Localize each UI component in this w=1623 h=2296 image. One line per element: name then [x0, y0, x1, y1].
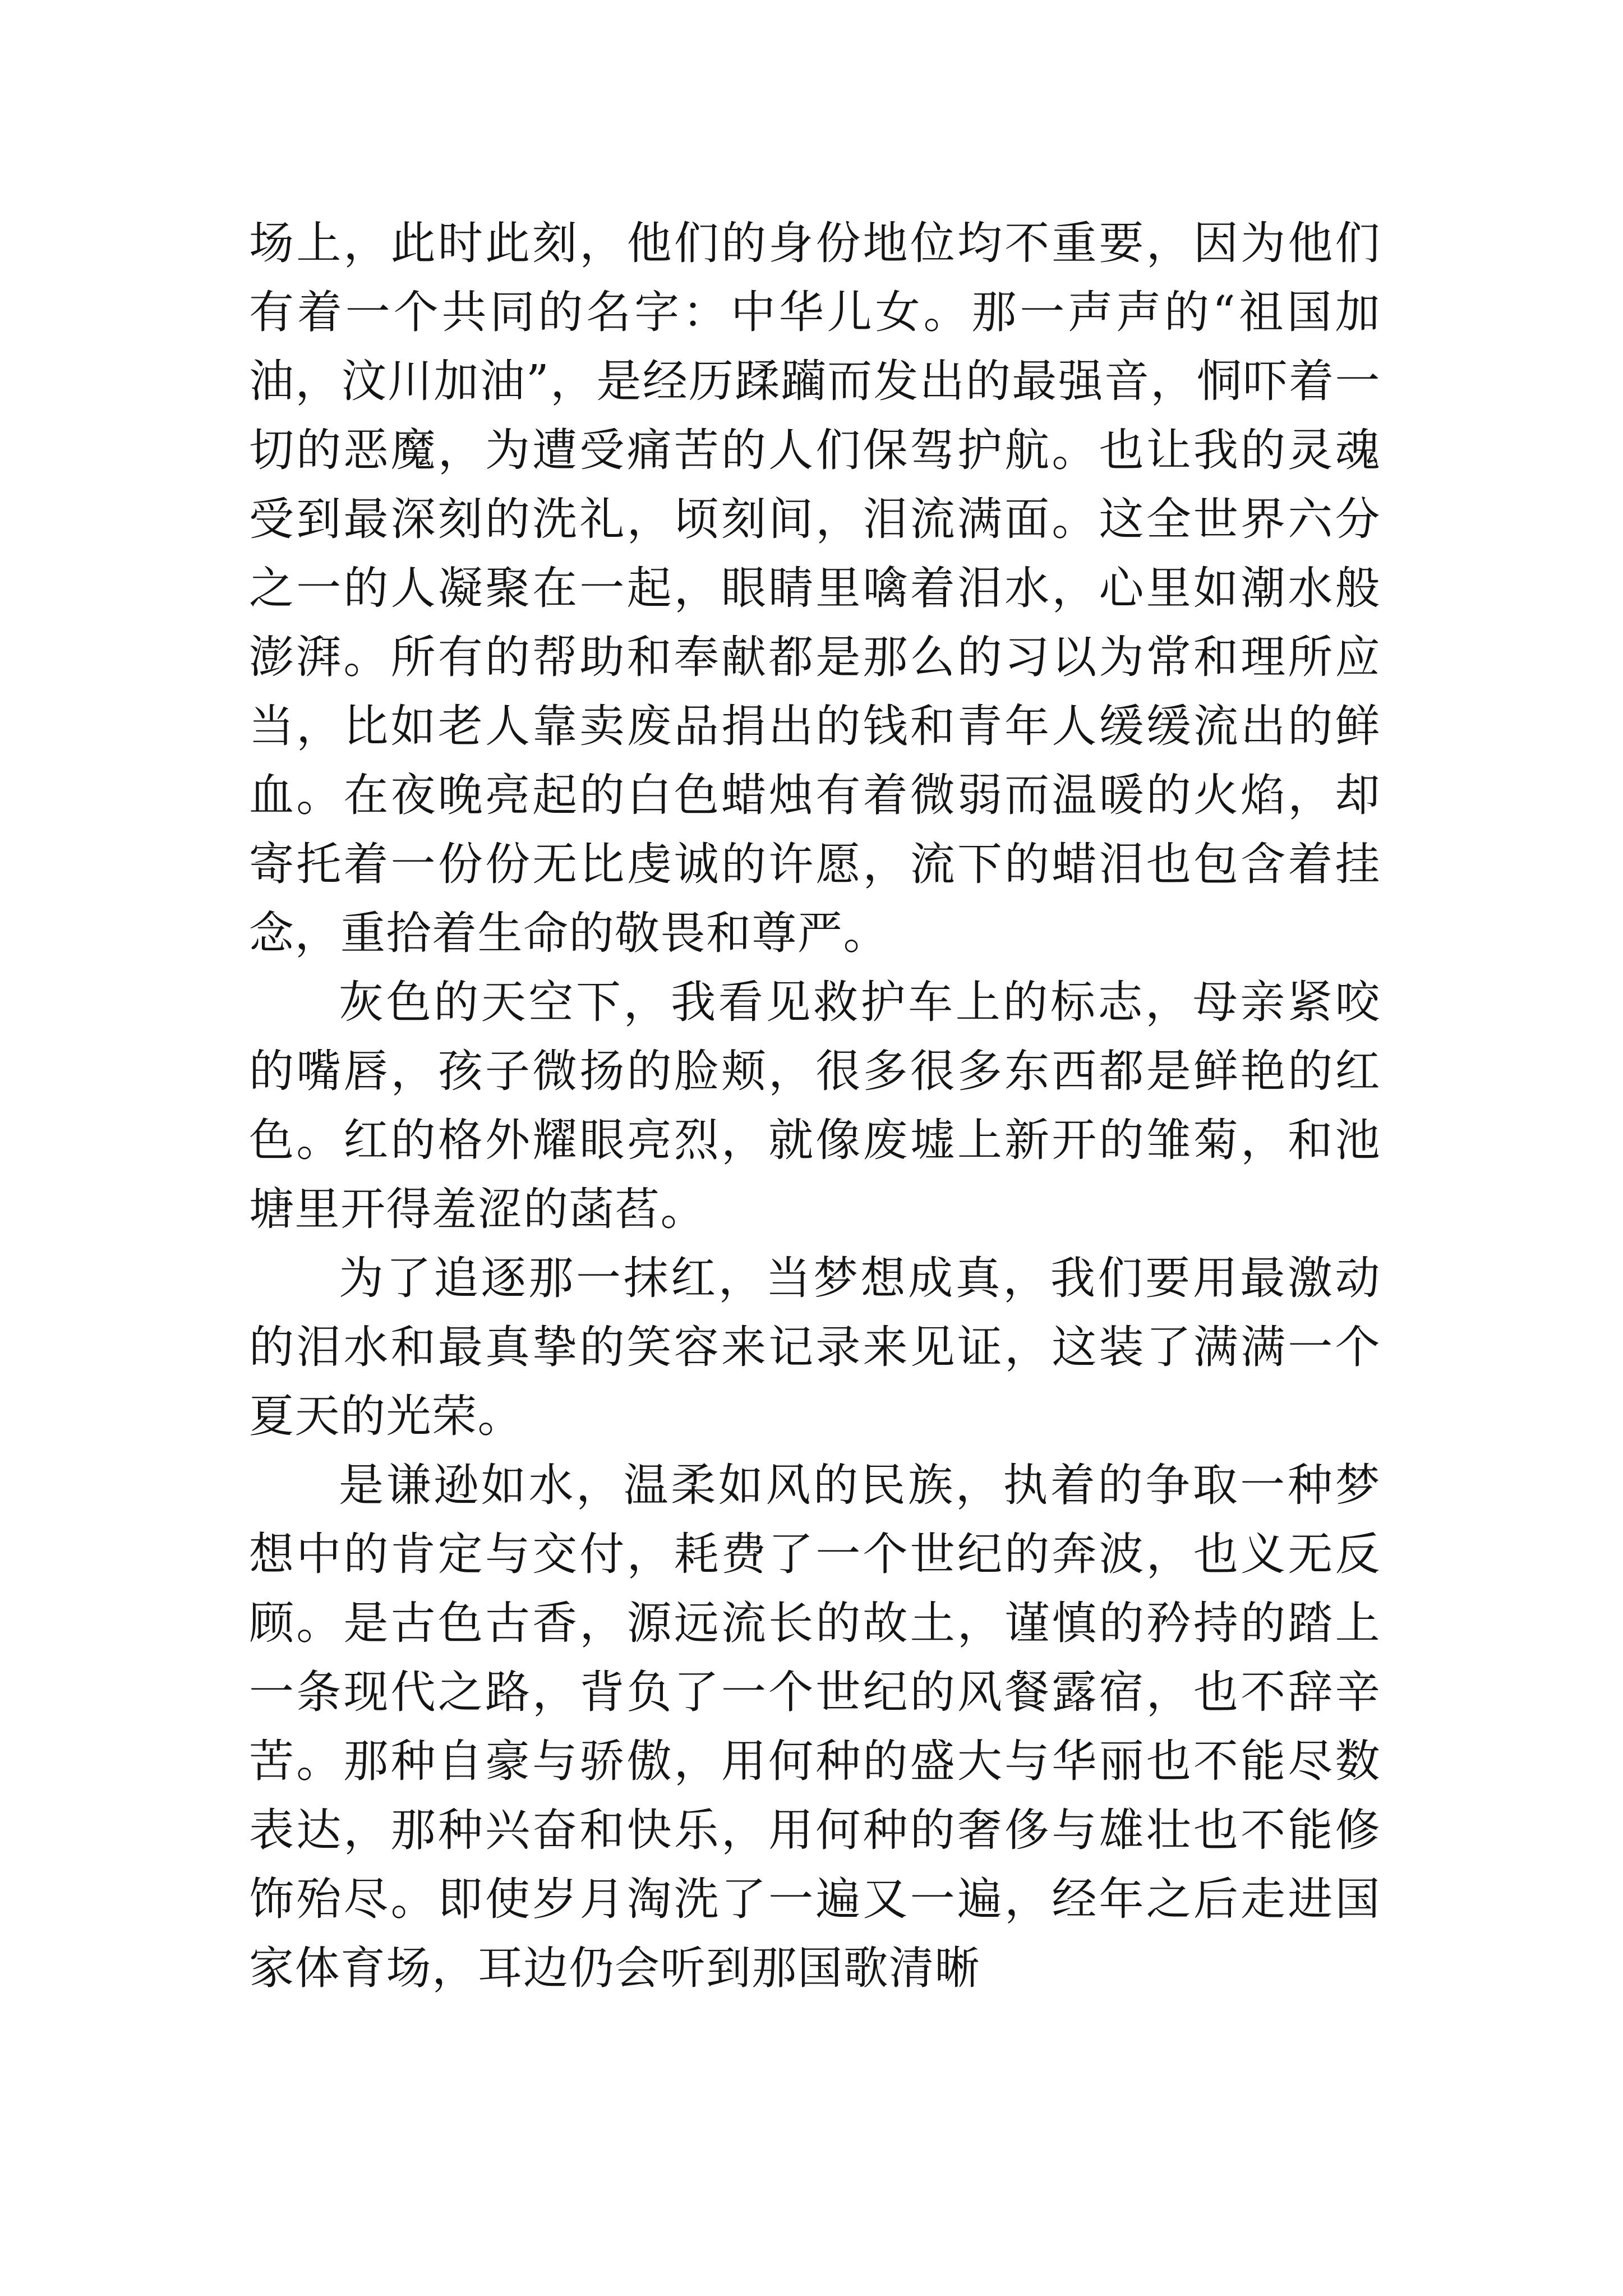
paragraph: 灰色的天空下，我看见救护车上的标志，母亲紧咬的嘴唇，孩子微扬的脸颊，很多很多东西都是鲜艳的红色。红的格外耀眼亮烈，就像废墟上新开的雏菊，和池塘里开得羞涩的菡萏。: [249, 976, 1381, 1235]
paragraph: 为了追逐那一抹红，当梦想成真，我们要用最激动的泪水和最真挚的笑容来记录来见证，这装了满满一个夏天的光荣。: [249, 1252, 1381, 1442]
paragraph-continued: 场上，此时此刻，他们的身份地位均不重要，因为他们有着一个共同的名字：中华儿女。那一声声的“祖国加油，汶川加油”，是经历蹂躏而发出的最强音，恫吓着一切的恶魔，为遭受痛苦的人们保驾护航。也让我的灵魂受到最深刻的洗礼，顷刻间，泪流满面。这全世界六分之一的人凝聚在一起，眼睛里噙着泪水，心里如潮水般澎湃。所有的帮助和奉献都是那么的习以为常和理所应当，比如老人靠卖废品捐出的钱和青年人缓缓流出的鲜血。在夜晚亮起的白色蜡烛有着微弱而温暖的火焰，却寄托着一份份无比虔诚的许愿，流下的蜡泪也包含着挂念，重拾着生命的敬畏和尊严。: [249, 217, 1381, 959]
paragraph: 是谦逊如水，温柔如风的民族，执着的争取一种梦想中的肯定与交付，耗费了一个世纪的奔波，也义无反顾。是古色古香，源远流长的故土，谨慎的矜持的踏上一条现代之路，背负了一个世纪的风餐露宿，也不辞辛苦。那种自豪与骄傲，用何种的盛大与华丽也不能尽数表达，那种兴奋和快乐，用何种的奢侈与雄壮也不能修饰殆尽。即使岁月淘洗了一遍又一遍，经年之后走进国家体育场，耳边仍会听到那国歌清晰: [249, 1459, 1381, 1994]
document-body: [249, 209, 1381, 2003]
